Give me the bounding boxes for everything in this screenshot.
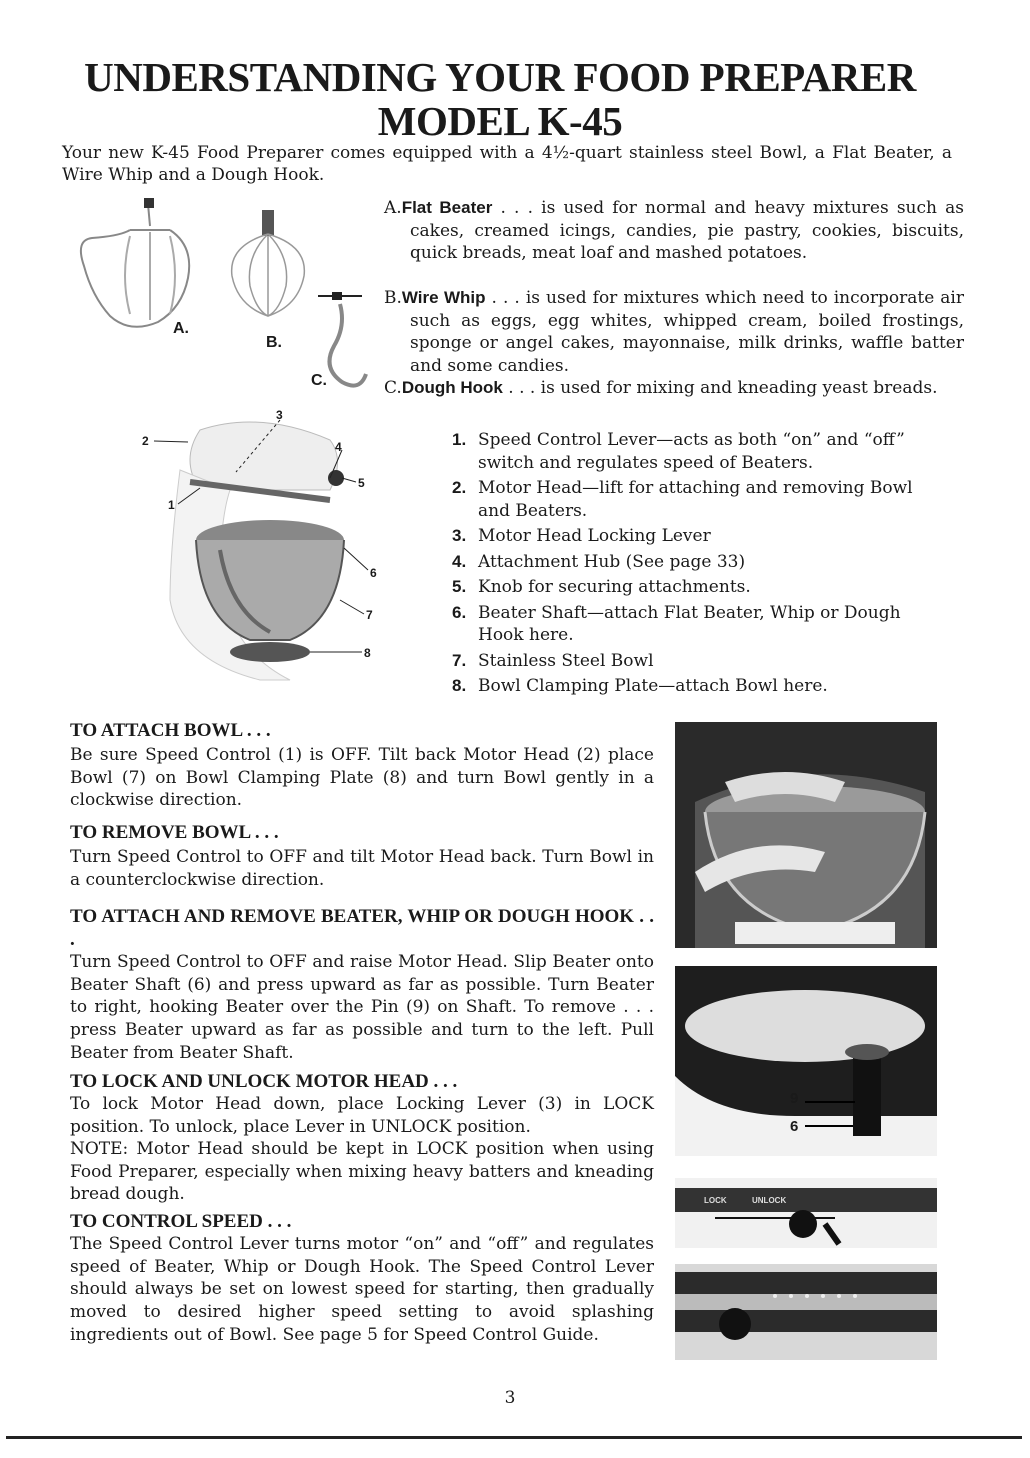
parts-list-item: 7. Stainless Steel Bowl [452, 650, 654, 671]
parts-list-item: 3. Motor Head Locking Lever [452, 526, 711, 546]
photo-label-pin: 9 [790, 1090, 799, 1107]
callout-4: 4 [335, 440, 342, 454]
intro-paragraph: Your new K-45 Food Preparer comes equipped with a 4½-quart stainless steel Bowl, a Flat Beater, a Wire Whip and a Dough Hook. [62, 143, 952, 185]
parts-list-item: 6. Beater Shaft—attach Flat Beater, Whip or Dough Hook here. [452, 602, 901, 645]
photo-lock-lever [675, 1178, 937, 1248]
section-body-control-speed: The Speed Control Lever turns motor “on” and “off” and regulates speed of Beater, Whip or Dough Hook. The Speed Control Lever should always be set on lowest speed for starting, then gradually moved to desired higher speed setting to avoid splashing ingredients out of Bowl. See page 5 for Speed Control Guide. [70, 1234, 654, 1345]
parts-list-item: 1. Speed Control Lever—acts as both “on” and “off” switch and regulates speed of Beaters. [452, 430, 905, 473]
flat-beater-illustration [81, 198, 189, 327]
section-note-lock: NOTE: Motor Head should be kept in LOCK position when using Food Preparer, especially when mixing heavy batters and kneading bread dough. [70, 1139, 654, 1205]
photo-speed-control [675, 1264, 937, 1360]
section-body-remove-bowl: Turn Speed Control to OFF and tilt Motor Head back. Turn Bowl in a counterclockwise direction. [70, 847, 654, 890]
parts-list-item: 8. Bowl Clamping Plate—attach Bowl here. [452, 676, 828, 696]
page-title-line-1: UNDERSTANDING YOUR FOOD PREPARER [84, 54, 916, 100]
section-body-attach-bowl: Be sure Speed Control (1) is OFF. Tilt back Motor Head (2) place Bowl (7) on Bowl Clamping Plate (8) and turn Bowl gently in a clockwise direction. [70, 745, 654, 811]
section-heading-attach-bowl: TO ATTACH BOWL . . . [70, 720, 271, 741]
callout-5: 5 [358, 476, 365, 490]
mixer-illustration [140, 400, 390, 700]
attachments-illustration [70, 196, 390, 406]
callout-3: 3 [276, 408, 283, 422]
wire-whip-illustration [232, 210, 305, 316]
section-heading-control-speed: TO CONTROL SPEED . . . [70, 1211, 292, 1232]
parts-list [452, 429, 942, 701]
section-body-attach-beater: Turn Speed Control to OFF and raise Motor Head. Slip Beater onto Beater Shaft (6) and press upward as far as possible. Turn Beater to right, hooking Beater over the Pin (9) on Shaft. To remove . . . press Beater upward as far as possible and turn to the left. Pull Beater from Beater Shaft. [70, 952, 654, 1063]
bottom-rule [6, 1436, 1022, 1439]
attachment-b-description: B.Wire Whip . . . is used for mixtures which need to incorporate air such as eggs, egg whites, whipped cream, boiled frostings, sponge or angel cakes, mayonnaise, milk drinks, waffle batter and some candies. [384, 288, 964, 376]
parts-list-item: 2. Motor Head—lift for attaching and removing Bowl and Beaters. [452, 478, 913, 521]
callout-6: 6 [370, 566, 377, 580]
label-a: A. [173, 320, 189, 337]
photo-label-shaft: 6 [790, 1118, 799, 1135]
photo-attach-bowl [675, 722, 937, 948]
section-body-lock-motor-head: To lock Motor Head down, place Locking Lever (3) in LOCK position. To unlock, place Lever in UNLOCK position. [70, 1094, 654, 1137]
attachment-c-description: C.Dough Hook . . . is used for mixing and kneading yeast breads. [384, 378, 938, 398]
callout-7: 7 [366, 608, 373, 622]
section-heading-lock-motor-head: TO LOCK AND UNLOCK MOTOR HEAD . . . [70, 1071, 458, 1092]
callout-2: 2 [142, 434, 149, 448]
attachment-a-description: A.Flat Beater . . . is used for normal and heavy mixtures such as cakes, creamed icings, candies, pie pastry, cookies, biscuits, quick breads, meat loaf and mashed potatoes. [384, 198, 964, 263]
section-heading-attach-beater: TO ATTACH AND REMOVE BEATER, WHIP OR DOUGH HOOK . . . [70, 906, 654, 950]
label-b: B. [266, 334, 282, 351]
page-title-line-2: MODEL K-45 [377, 98, 623, 144]
photo-label-unlock: UNLOCK [752, 1196, 787, 1205]
parts-list-item: 4. Attachment Hub (See page 33) [452, 551, 746, 572]
page-number: 3 [504, 1388, 516, 1408]
photo-label-lock: LOCK [704, 1196, 727, 1205]
parts-list-item: 5. Knob for securing attachments. [452, 577, 751, 597]
section-heading-remove-bowl: TO REMOVE BOWL . . . [70, 822, 279, 843]
callout-1: 1 [168, 498, 175, 512]
photo-beater-shaft [675, 966, 937, 1156]
callout-8: 8 [364, 646, 371, 660]
label-c: C. [311, 372, 327, 389]
